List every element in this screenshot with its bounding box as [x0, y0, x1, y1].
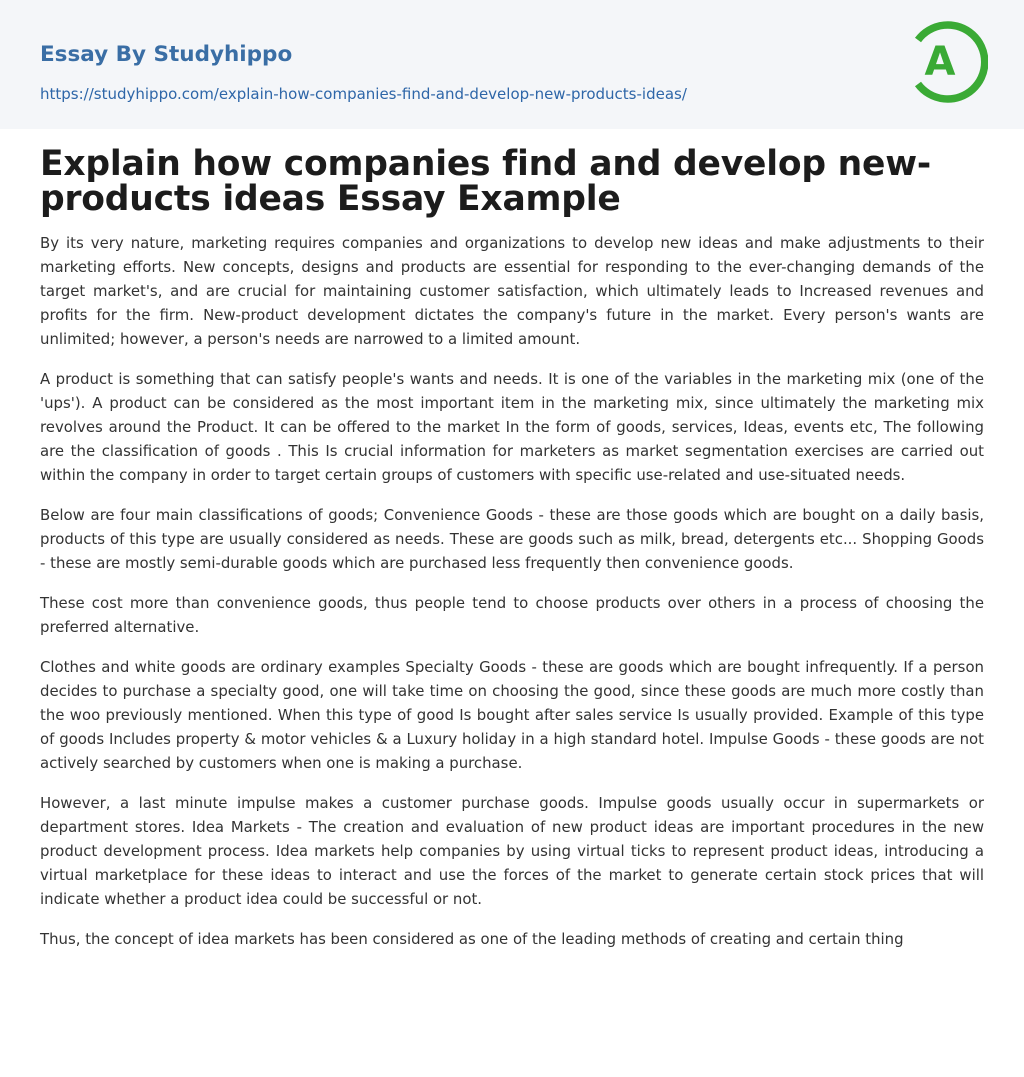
article [40, 144, 984, 967]
article-paragraph: A product is something that can satisfy people's wants and needs. It is one of the variables in the marketing mix (one of the 'ups'). A product can be considered as the most important item in the marketing mix, since ultimately the marketing mix revolves around the Product. It can be offered to the market In the form of goods, services, Ideas, events etc, The following are the classification of goods . This Is crucial information for marketers as market segmentation exercises are carried out within the company in order to target certain groups of customers with specific use-related and use-situated needs. [40, 370, 984, 484]
logo-letter: A [924, 39, 956, 85]
site-brand[interactable]: Essay By Studyhippo [40, 42, 293, 67]
article-title: Explain how companies find and develop new-products ideas Essay Example [40, 144, 931, 219]
site-header [0, 0, 1024, 129]
article-paragraph: By its very nature, marketing requires companies and organizations to develop new ideas and make adjustments to their marketing efforts. New concepts, designs and products are essential for responding to the ever-changing demands of the target market's, and are crucial for maintaining customer satisfaction, which ultimately leads to Increased revenues and profits for the firm. New-product development dictates the company's future in the market. Every person's wants are unlimited; however, a person's needs are narrowed to a limited amount. [40, 234, 984, 348]
article-paragraph: However, a last minute impulse makes a customer purchase goods. Impulse goods usually occur in supermarkets or department stores. Idea Markets - The creation and evaluation of new product ideas are important procedures in the new product development process. Idea markets help companies by using virtual ticks to represent product ideas, introducing a virtual marketplace for these ideas to interact and use the forces of the market to generate certain stock prices that will indicate whether a product idea could be successful or not. [40, 794, 984, 908]
article-paragraph: Clothes and white goods are ordinary examples Specialty Goods - these are goods which are bought infrequently. If a person decides to purchase a specialty good, one will take time on choosing the good, since these goods are much more costly than the woo previously mentioned. When this type of good Is bought after sales service Is usually provided. Example of this type of goods Includes property & motor vehicles & a Luxury holiday in a high standard hotel. Impulse Goods - these goods are not actively searched by customers when one is making a purchase. [40, 658, 984, 772]
article-paragraph: These cost more than convenience goods, thus people tend to choose products over others in a process of choosing the preferred alternative. [40, 594, 984, 636]
article-paragraph: Below are four main classifications of goods; Convenience Goods - these are those goods which are bought on a daily basis, products of this type are usually considered as needs. These are goods such as milk, bread, detergents etc... Shopping Goods - these are mostly semi-durable goods which are purchased less frequently then convenience goods. [40, 506, 984, 572]
article-paragraph: Thus, the concept of idea markets has been considered as one of the leading methods of creating and certain thing [40, 930, 904, 948]
studyhippo-logo-icon[interactable] [910, 18, 988, 106]
page-url-link[interactable]: https://studyhippo.com/explain-how-companies-find-and-develop-new-products-ideas/ [40, 85, 687, 103]
